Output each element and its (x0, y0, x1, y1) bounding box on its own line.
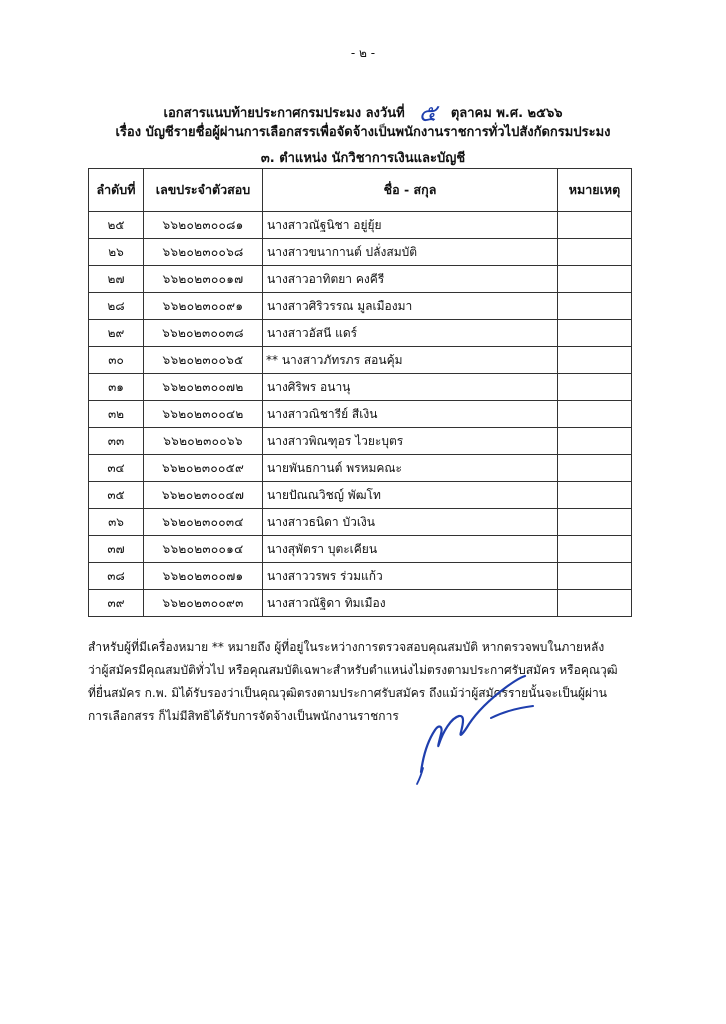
table-row (89, 509, 632, 536)
row-name: นางสาวณัฐนิชา อยู่ยุ้ย (263, 212, 558, 239)
row-remark (558, 212, 632, 239)
row-order: ๓๐ (89, 347, 144, 374)
row-name: ** นางสาวภัทรภร สอนคุ้ม (263, 347, 558, 374)
row-name: นางสุพัตรา บุตะเคียน (263, 536, 558, 563)
table-row (89, 563, 632, 590)
row-remark (558, 293, 632, 320)
row-exam-id: ๖๖๒๐๒๓๐๐๖๕ (144, 347, 263, 374)
table-row (89, 293, 632, 320)
row-name: นางสาวณิชารีย์ สีเงิน (263, 401, 558, 428)
footnote-line: สำหรับผู้ที่มีเครื่องหมาย ** หมายถึง ผู้ที่อยู่ในระหว่างการตรวจสอบคุณสมบัติ หากตรวจพบในภายหลัง (88, 640, 605, 654)
row-name: นางสาวอัสนี แดร์ (263, 320, 558, 347)
row-exam-id: ๖๖๒๐๒๓๐๐๖๖ (144, 428, 263, 455)
row-remark (558, 320, 632, 347)
table-row (89, 401, 632, 428)
table-row (89, 374, 632, 401)
row-order: ๓๖ (89, 509, 144, 536)
table-row (89, 536, 632, 563)
row-remark (558, 347, 632, 374)
table-header-row (89, 169, 632, 212)
row-exam-id: ๖๖๒๐๒๓๐๐๗๑ (144, 563, 263, 590)
row-remark (558, 266, 632, 293)
row-remark (558, 482, 632, 509)
footnote-line: ว่าผู้สมัครมีคุณสมบัติทั่วไป หรือคุณสมบัติเฉพาะสำหรับตำแหน่งไม่ตรงตามประกาศรับสมัคร หรือคุณวุฒิ (88, 663, 618, 677)
column-header-order: ลำดับที่ (89, 169, 144, 212)
row-name: นางสาววรพร ร่วมแก้ว (263, 563, 558, 590)
row-exam-id: ๖๖๒๐๒๓๐๐๑๔ (144, 536, 263, 563)
row-remark (558, 590, 632, 617)
row-exam-id: ๖๖๒๐๒๓๐๐๔๒ (144, 401, 263, 428)
table-row (89, 266, 632, 293)
row-order: ๓๙ (89, 590, 144, 617)
row-exam-id: ๖๖๒๐๒๓๐๐๖๘ (144, 239, 263, 266)
row-order: ๒๕ (89, 212, 144, 239)
row-order: ๒๘ (89, 293, 144, 320)
row-exam-id: ๖๖๒๐๒๓๐๐๑๗ (144, 266, 263, 293)
row-remark (558, 563, 632, 590)
row-exam-id: ๖๖๒๐๒๓๐๐๙๑ (144, 293, 263, 320)
row-name: นางสาวณัฐิดา ทิมเมือง (263, 590, 558, 617)
row-remark (558, 509, 632, 536)
signature-stroke (491, 706, 533, 718)
row-name: นางสาวธนิดา บัวเงิน (263, 509, 558, 536)
row-remark (558, 239, 632, 266)
header-prefix: เอกสารแนบท้ายประกาศกรมประมง ลงวันที่ (163, 106, 405, 121)
row-name: นางสาวศิริวรรณ มูลเมืองมา (263, 293, 558, 320)
row-exam-id: ๖๖๒๐๒๓๐๐๗๒ (144, 374, 263, 401)
row-exam-id: ๖๖๒๐๒๓๐๐๓๔ (144, 509, 263, 536)
row-name: นางสาวพิณฑุอร ไวยะบุตร (263, 428, 558, 455)
footnote (88, 636, 640, 728)
table-row (89, 428, 632, 455)
column-header-name: ชื่อ - สกุล (263, 169, 558, 212)
row-order: ๓๔ (89, 455, 144, 482)
row-name: นางสาวขนากานต์ ปลั่งสมบัติ (263, 239, 558, 266)
footnote-line: ที่ยื่นสมัคร ก.พ. มิได้รับรองว่าเป็นคุณวุฒิตรงตามประกาศรับสมัคร ถึงแม้ว่าผู้สมัครรายนั้นจะเป็นผู้ผ่าน (88, 686, 607, 700)
row-name: นางศิริพร อนานุ (263, 374, 558, 401)
row-order: ๓๑ (89, 374, 144, 401)
header-month-year: ตุลาคม พ.ศ. ๒๕๖๖ (450, 106, 563, 121)
row-name: นางสาวอาทิตยา คงคีรี (263, 266, 558, 293)
table-row (89, 590, 632, 617)
row-remark (558, 455, 632, 482)
row-name: นายพันธกานต์ พรหมคณะ (263, 455, 558, 482)
row-order: ๒๙ (89, 320, 144, 347)
position-title: ๓. ตำแหน่ง นักวิชาการเงินและบัญชี (260, 151, 466, 166)
row-order: ๓๘ (89, 563, 144, 590)
row-order: ๓๒ (89, 401, 144, 428)
row-remark (558, 374, 632, 401)
row-name: นายปัณณวิชญ์ พัฒโท (263, 482, 558, 509)
row-order: ๒๗ (89, 266, 144, 293)
table-row (89, 212, 632, 239)
signature-stroke (417, 768, 423, 784)
row-remark (558, 536, 632, 563)
handwritten-day: ๕ (418, 99, 437, 127)
footnote-line: การเลือกสรร ก็ไม่มีสิทธิได้รับการจัดจ้างเป็นพนักงานราชการ (88, 709, 399, 723)
row-order: ๓๓ (89, 428, 144, 455)
subject-line: เรื่อง บัญชีรายชื่อผู้ผ่านการเลือกสรรเพื่อจัดจ้างเป็นพนักงานราชการทั่วไปสังกัดกรมประมง (115, 125, 611, 140)
table-row (89, 347, 632, 374)
column-header-exam-id: เลขประจำตัวสอบ (144, 169, 263, 212)
page-number: - ๒ - (350, 46, 376, 60)
table-row (89, 320, 632, 347)
signature (413, 672, 538, 787)
row-exam-id: ๖๖๒๐๒๓๐๐๕๙ (144, 455, 263, 482)
table-row (89, 239, 632, 266)
row-exam-id: ๖๖๒๐๒๓๐๐๘๑ (144, 212, 263, 239)
table-row (89, 455, 632, 482)
row-exam-id: ๖๖๒๐๒๓๐๐๔๗ (144, 482, 263, 509)
row-order: ๒๖ (89, 239, 144, 266)
column-header-remark: หมายเหตุ (558, 169, 632, 212)
row-exam-id: ๖๖๒๐๒๓๐๐๓๘ (144, 320, 263, 347)
signature-stroke (421, 676, 525, 772)
row-remark (558, 401, 632, 428)
row-order: ๓๗ (89, 536, 144, 563)
row-remark (558, 428, 632, 455)
row-order: ๓๕ (89, 482, 144, 509)
table-row (89, 482, 632, 509)
candidate-table (88, 168, 632, 617)
row-exam-id: ๖๖๒๐๒๓๐๐๙๓ (144, 590, 263, 617)
